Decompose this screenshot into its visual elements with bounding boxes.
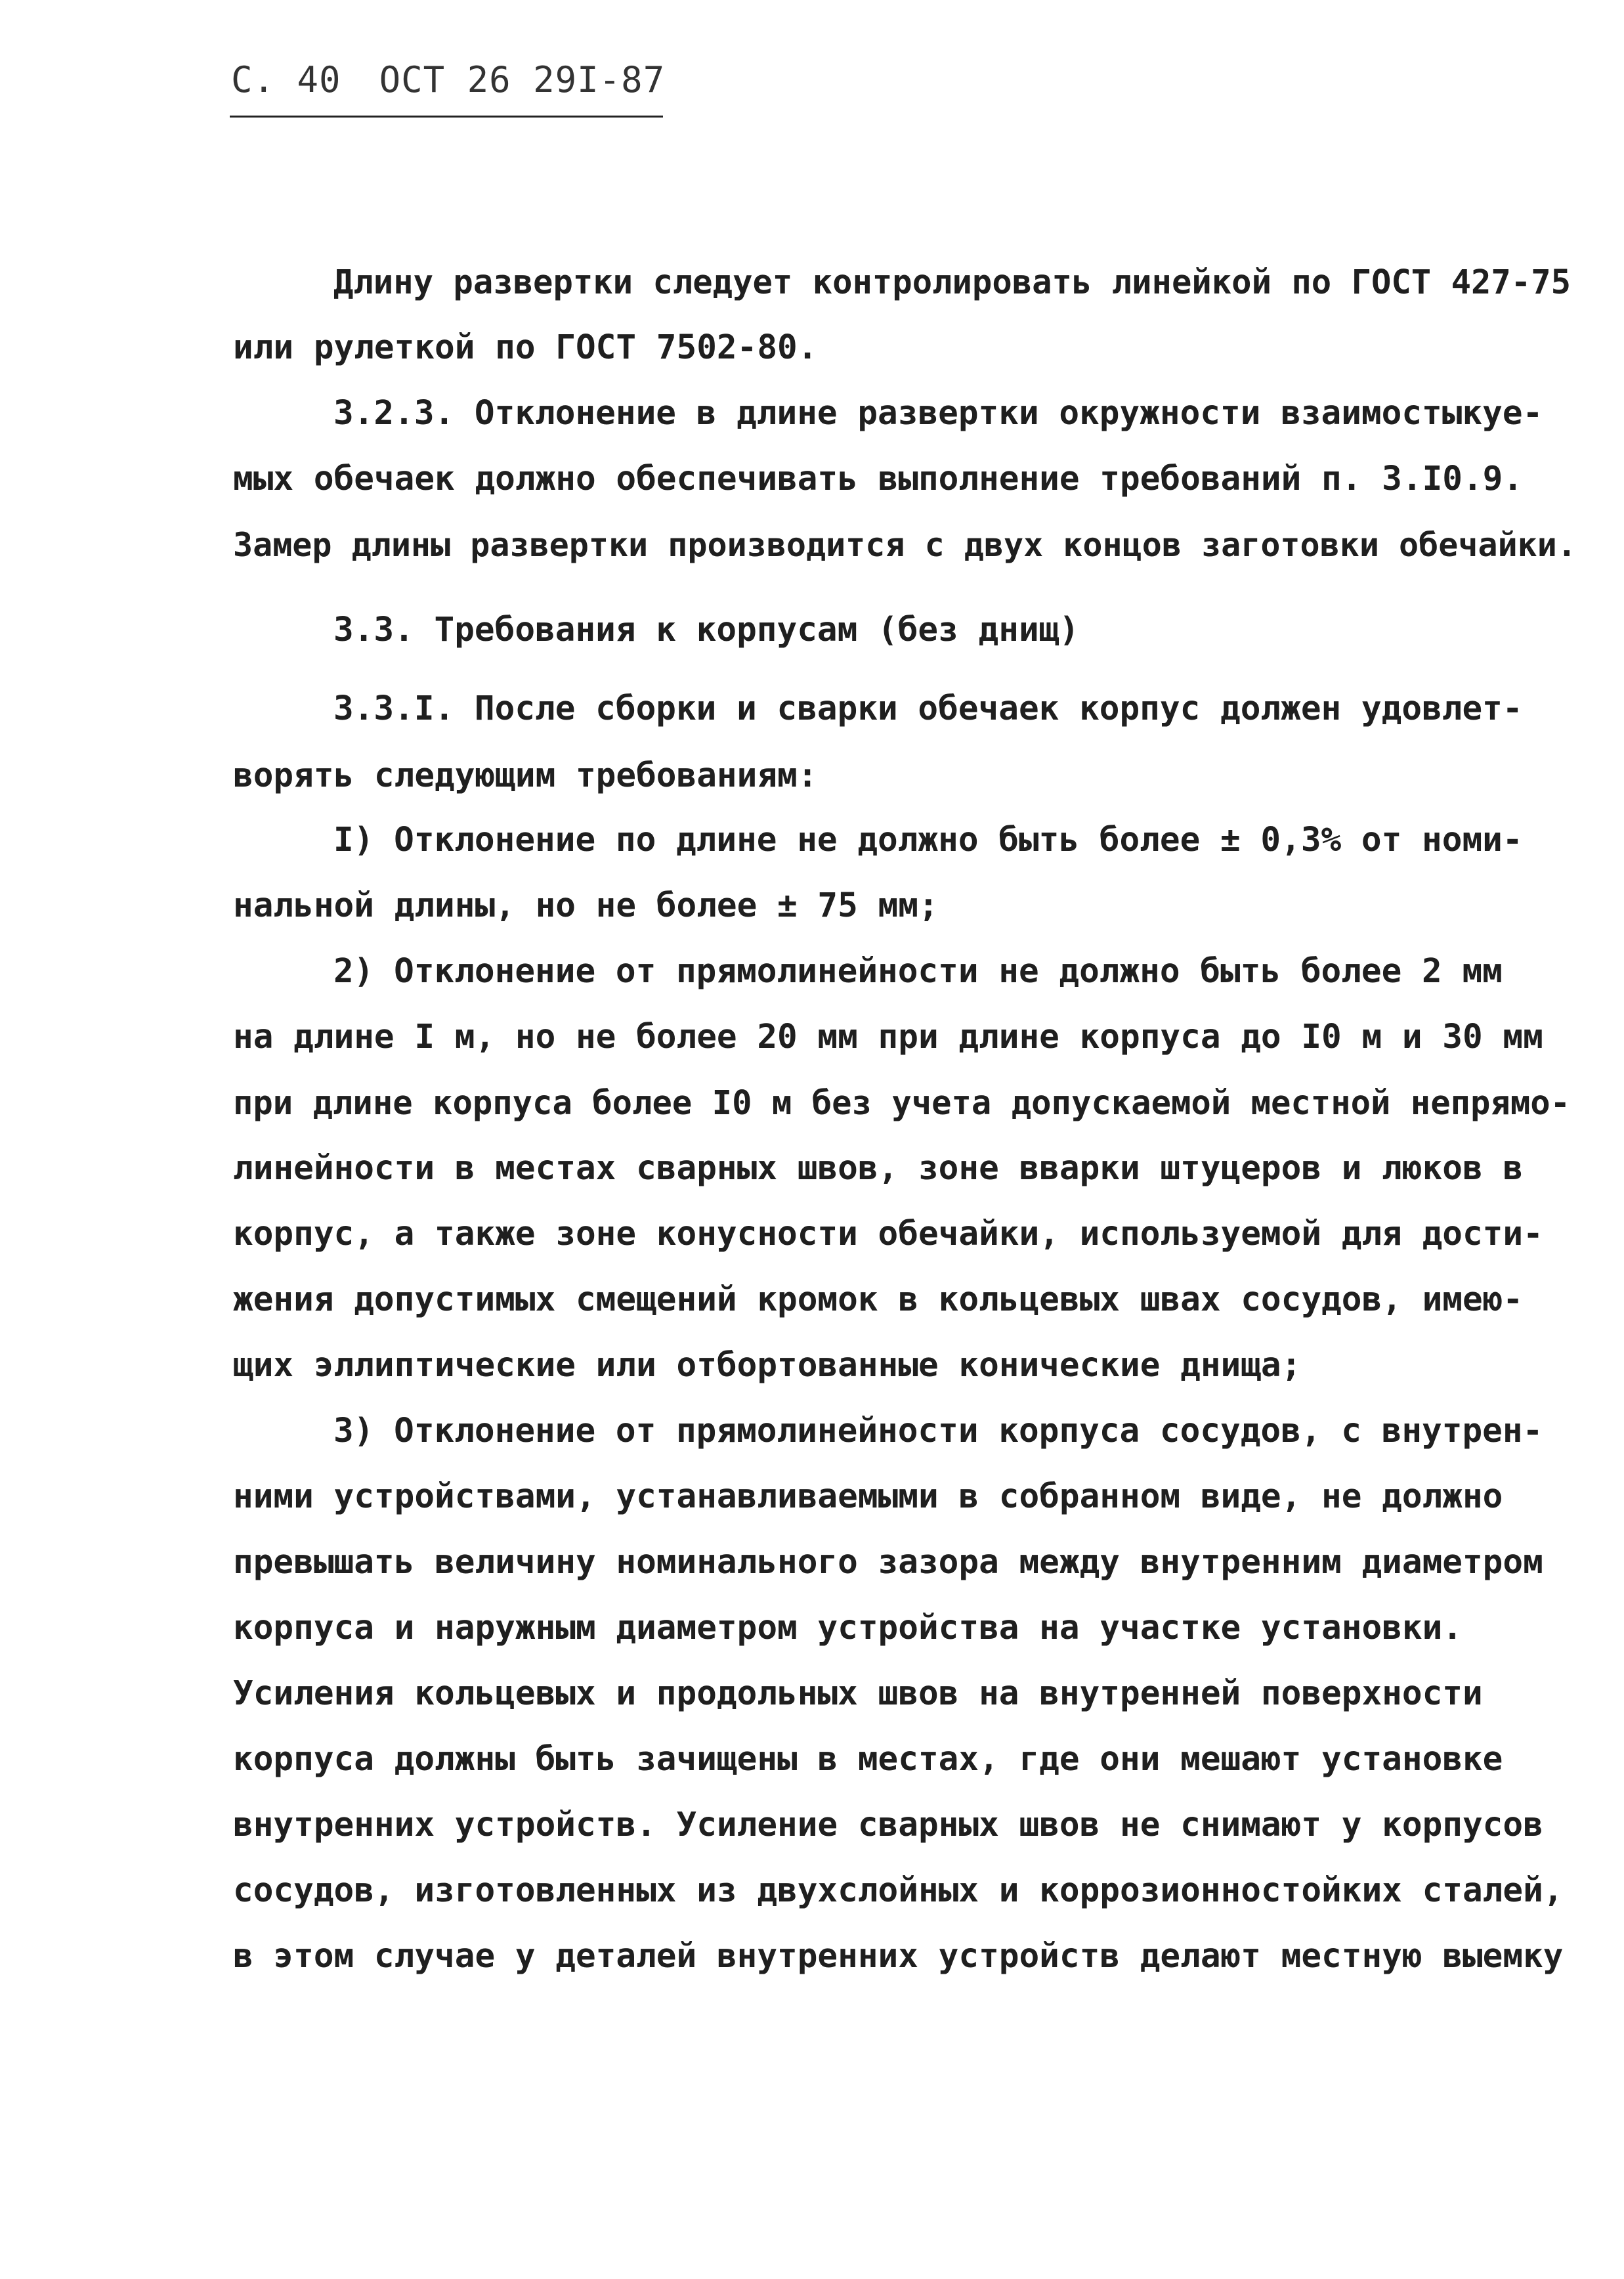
text-line: в этом случае у деталей внутренних устройств делают местную выемку: [233, 1937, 1564, 1976]
text-line: 2) Отклонение от прямолинейности не должно быть более 2 мм: [333, 952, 1503, 991]
text-line: Замер длины развертки производится с двух концов заготовки обечайки.: [233, 526, 1577, 564]
text-line: превышать величину номинального зазора между внутренним диаметром: [233, 1543, 1543, 1582]
header-underline: [230, 116, 663, 118]
text-line: 3) Отклонение от прямолинейности корпуса сосудов, с внутрен-: [333, 1412, 1543, 1450]
section-heading: 3.3. Требования к корпусам (без днищ): [333, 611, 1080, 649]
text-line: I) Отклонение по длине не должно быть более ± 0,3% от номи-: [333, 821, 1523, 859]
text-line: Усиления кольцевых и продольных швов на внутренней поверхности: [233, 1674, 1483, 1713]
text-line: внутренних устройств. Усиление сварных швов не снимают у корпусов: [233, 1806, 1543, 1844]
text-line: жения допустимых смещений кромок в кольцевых швах сосудов, имею-: [233, 1280, 1524, 1319]
text-line: корпуса должны быть зачищены в местах, где они мешают установке: [233, 1740, 1503, 1779]
text-line: или рулеткой по ГОСТ 7502-80.: [233, 328, 818, 367]
text-line: линейности в местах сварных швов, зоне вварки штуцеров и люков в: [233, 1149, 1524, 1188]
text-line: мых обечаек должно обеспечивать выполнение требований п. 3.I0.9.: [233, 460, 1524, 498]
text-line: ними устройствами, устанавливаемыми в собранном виде, не должно: [233, 1477, 1503, 1516]
text-line: при длине корпуса более I0 м без учета допускаемой местной непрямо-: [233, 1083, 1571, 1122]
page-number: С. 40: [231, 59, 341, 100]
text-line: сосудов, изготовленных из двухслойных и коррозионностойких сталей,: [233, 1871, 1564, 1910]
text-line: корпуса и наружным диаметром устройства на участке установки.: [233, 1609, 1463, 1647]
text-line: корпус, а также зоне конусности обечайки, используемой для дости-: [233, 1215, 1543, 1253]
text-line: 3.3.I. После сборки и сварки обечаек корпус должен удовлет-: [333, 689, 1523, 728]
text-line: нальной длины, но не более ± 75 мм;: [233, 886, 939, 925]
page-header: [231, 59, 665, 100]
text-line: щих эллиптические или отбортованные конические днища;: [233, 1346, 1302, 1385]
standard-designation: ОСТ 26 29I-87: [379, 59, 666, 100]
text-line: 3.2.3. Отклонение в длине развертки окружности взаимостыкуе-: [333, 394, 1543, 433]
text-line: Длину развертки следует контролировать линейкой по ГОСТ 427-75: [333, 263, 1571, 301]
text-line: на длине I м, но не более 20 мм при длине корпуса до I0 м и 30 мм: [233, 1018, 1543, 1056]
text-line: ворять следующим требованиям:: [233, 756, 818, 795]
